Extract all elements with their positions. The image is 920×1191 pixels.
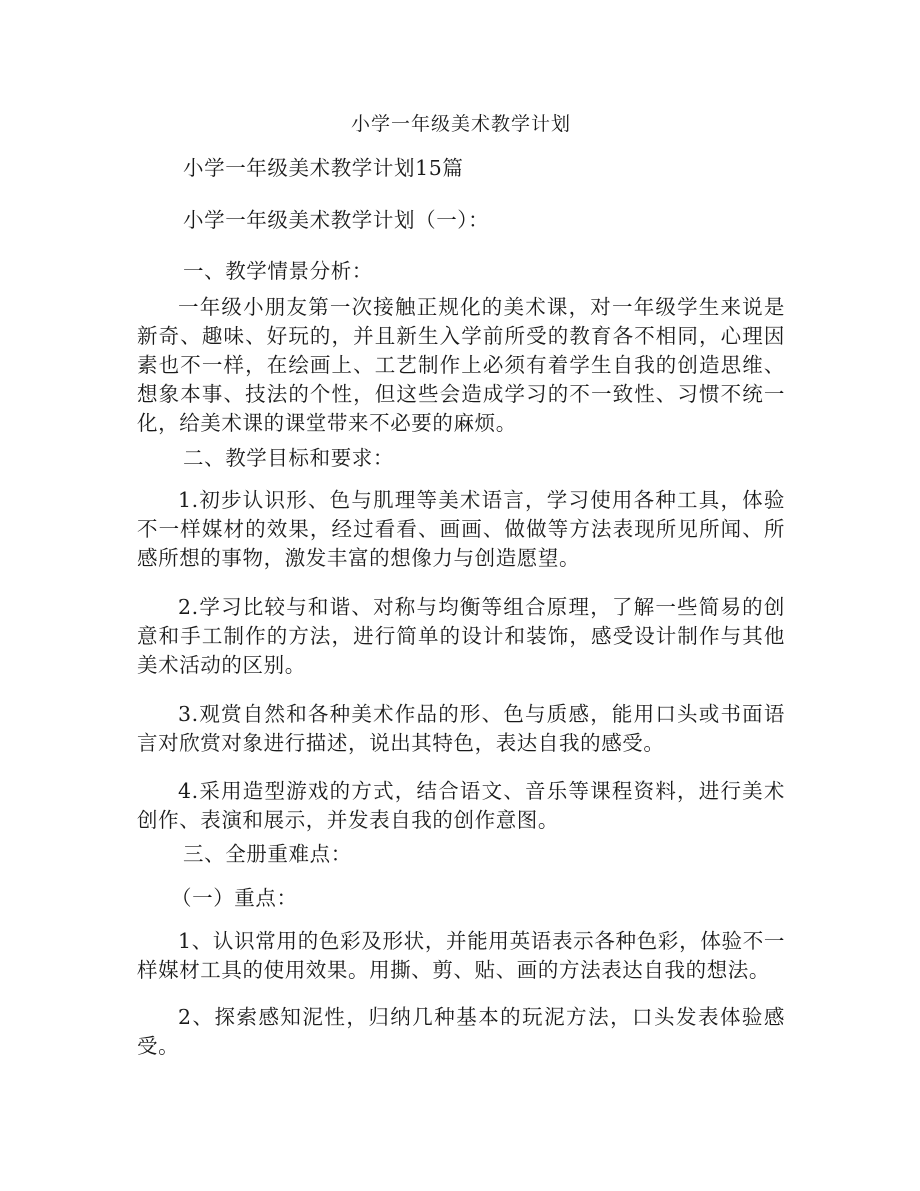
document-subtitle: 小学一年级美术教学计划15篇 <box>183 156 464 180</box>
section-1-paragraph-1: 一年级小朋友第一次接触正规化的美术课，对一年级学生来说是新奇、趣味、好玩的，并且新生入学前所受的教育各不相同，心理因素也不一样，在绘画上、工艺制作上必须有着学生自我的创造思维、想象本事、技法的个性，但这些会造成学习的不一致性、习惯不统一化，给美术课的课堂带来不必要的麻烦。 <box>137 295 785 435</box>
section-heading-3: 三、全册重难点： <box>183 842 352 866</box>
section-2-paragraph-2: 2.学习比较与和谐、对称与均衡等组合原理，了解一些简易的创意和手工制作的方法，进行简单的设计和装饰，感受设计制作与其他美术活动的区别。 <box>137 595 785 677</box>
section-2-paragraph-1: 1.初步认识形、色与肌理等美术语言，学习使用各种工具，体验不一样媒材的效果，经过看看、画画、做做等方法表现所见所闻、所感所想的事物，激发丰富的想像力与创造愿望。 <box>137 488 785 570</box>
section-2-paragraph-3: 3.观赏自然和各种美术作品的形、色与质感，能用口头或书面语言对欣赏对象进行描述，说出其特色，表达自我的感受。 <box>137 702 785 755</box>
section-3-paragraph-1: 1、认识常用的色彩及形状，并能用英语表示各种色彩，体验不一样媒材工具的使用效果。用撕、剪、贴、画的方法表达自我的想法。 <box>137 929 785 982</box>
section-heading-2: 二、教学目标和要求： <box>183 446 394 470</box>
section-3-subheading: （一）重点： <box>171 886 298 910</box>
section-2-paragraph-4: 4.采用造型游戏的方式，结合语文、音乐等课程资料，进行美术创作、表演和展示，并发表自我的创作意图。 <box>137 779 785 832</box>
part-heading: 小学一年级美术教学计划（一）： <box>183 208 490 232</box>
section-3-paragraph-2: 2、探索感知泥性，归纳几种基本的玩泥方法，口头发表体验感受。 <box>137 1005 785 1058</box>
document-title: 小学一年级美术教学计划 <box>350 113 571 135</box>
section-heading-1: 一、教学情景分析： <box>183 259 373 283</box>
